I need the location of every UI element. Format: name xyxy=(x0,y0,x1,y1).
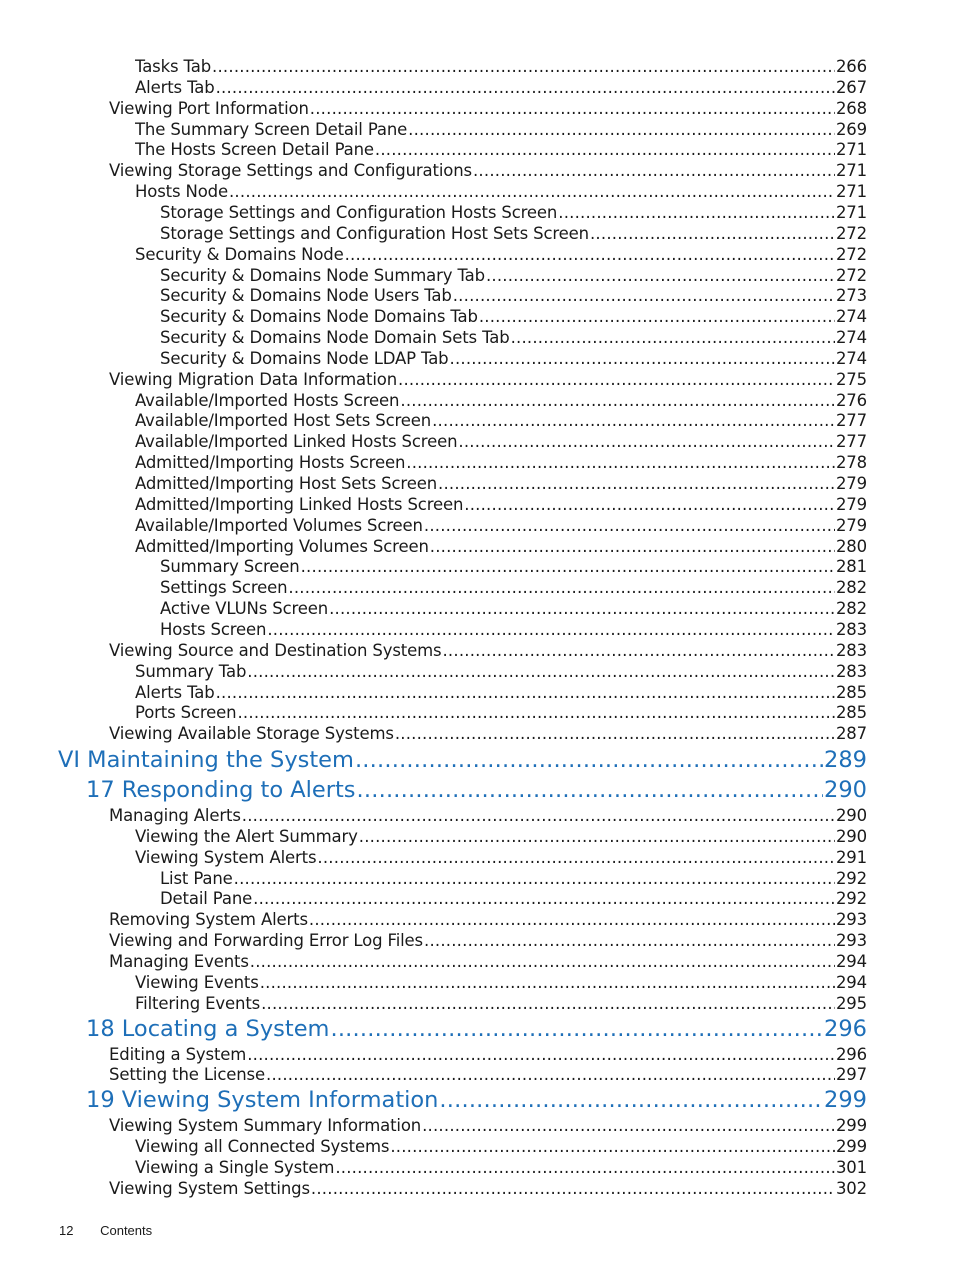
toc-entry[interactable] xyxy=(135,452,867,474)
toc-entry-title: Filtering Events xyxy=(135,993,261,1013)
toc-entry[interactable] xyxy=(160,868,867,890)
toc-entry-title: 19 Viewing System Information xyxy=(86,1087,439,1114)
dot-leader xyxy=(424,930,835,952)
toc-entry-page: 285 xyxy=(835,682,867,702)
dot-leader xyxy=(247,1044,835,1066)
toc-entry-page: 296 xyxy=(835,1044,867,1064)
toc-entry[interactable] xyxy=(160,265,867,287)
toc-entry-page: 279 xyxy=(835,515,867,535)
dot-leader xyxy=(237,702,834,724)
toc-entry[interactable] xyxy=(135,1157,867,1179)
toc-entry[interactable] xyxy=(109,98,867,120)
toc-entry-page: 272 xyxy=(835,223,867,243)
toc-entry-title: Ports Screen xyxy=(135,703,237,723)
toc-entry-page: 279 xyxy=(835,474,867,493)
toc-entry[interactable] xyxy=(160,598,867,620)
toc-entry-title: Hosts Screen xyxy=(160,619,267,639)
toc-entry-page: 276 xyxy=(835,390,867,410)
dot-leader xyxy=(250,951,835,973)
toc-entry-page: 277 xyxy=(835,432,867,452)
dot-leader xyxy=(234,868,835,890)
toc-entry[interactable] xyxy=(135,661,867,683)
toc-entry-page: 274 xyxy=(835,348,867,368)
toc-entry-title: Admitted/Importing Hosts Screen xyxy=(135,453,406,473)
toc-entry[interactable] xyxy=(109,1044,867,1066)
toc-entry[interactable] xyxy=(135,494,867,516)
toc-entry-page: 290 xyxy=(835,806,867,826)
dot-leader xyxy=(424,515,835,537)
dot-leader xyxy=(301,556,835,578)
toc-entry-title: Viewing and Forwarding Error Log Files xyxy=(109,931,424,951)
dot-leader xyxy=(253,888,835,910)
toc-entry[interactable] xyxy=(135,181,867,203)
toc-entry[interactable] xyxy=(135,119,867,141)
toc-entry-title: Storage Settings and Configuration Host Sets Screen xyxy=(160,223,589,243)
toc-entry-title: Viewing the Alert Summary xyxy=(135,826,358,846)
dot-leader xyxy=(406,452,835,474)
dot-leader xyxy=(266,1064,835,1086)
toc-entry-page: 282 xyxy=(835,578,867,598)
toc-entry-title: Viewing all Connected Systems xyxy=(135,1137,390,1157)
dot-leader xyxy=(458,431,835,453)
toc-entry-page: 295 xyxy=(835,993,867,1013)
toc-entry-page: 283 xyxy=(835,661,867,681)
toc-entry[interactable] xyxy=(160,306,867,328)
dot-leader xyxy=(309,909,835,931)
toc-entry-title: Available/Imported Host Sets Screen xyxy=(135,411,432,431)
toc-entry-page: 271 xyxy=(835,182,867,202)
toc-entry-title: Viewing Storage Settings and Configurations xyxy=(109,161,472,181)
toc-entry[interactable] xyxy=(160,202,867,224)
toc-entry-title: 18 Locating a System xyxy=(86,1015,330,1042)
toc-entry[interactable] xyxy=(135,847,867,869)
toc-entry-page: 290 xyxy=(835,826,867,846)
toc-entry[interactable] xyxy=(160,577,867,599)
toc-entry-title: Viewing Available Storage Systems xyxy=(109,724,394,744)
dot-leader xyxy=(479,306,835,328)
toc-entry-title: Security & Domains Node Domain Sets Tab xyxy=(160,328,510,348)
dot-leader xyxy=(345,244,835,266)
dot-leader xyxy=(311,1178,835,1200)
dot-leader xyxy=(432,410,835,432)
toc-entry-page: 294 xyxy=(835,952,867,971)
toc-entry-title: Viewing Source and Destination Systems xyxy=(109,640,442,660)
toc-entry-title: Hosts Node xyxy=(135,182,228,202)
toc-entry-title: Viewing Port Information xyxy=(109,98,309,118)
toc-entry[interactable] xyxy=(135,431,867,453)
dot-leader xyxy=(329,598,835,620)
page-footer xyxy=(59,1223,152,1238)
toc-entry[interactable] xyxy=(135,972,867,994)
toc-entry-page: 293 xyxy=(835,931,867,951)
toc-entry-title: Admitted/Importing Linked Hosts Screen xyxy=(135,494,464,514)
dot-leader xyxy=(310,98,835,120)
toc-entry-page: 292 xyxy=(835,868,867,888)
dot-leader xyxy=(242,805,835,827)
dot-leader xyxy=(267,619,835,641)
toc-entry-page: 271 xyxy=(835,140,867,160)
toc-heading[interactable] xyxy=(86,775,867,805)
toc-entry-page: 271 xyxy=(835,202,867,222)
toc-entry-title: Storage Settings and Configuration Hosts Screen xyxy=(160,202,558,222)
toc-entry-page: 277 xyxy=(835,411,867,431)
toc-entry-title: Security & Domains Node Users Tab xyxy=(160,286,452,306)
toc-entry-title: Viewing System Summary Information xyxy=(109,1116,422,1136)
footer-label: Contents xyxy=(100,1223,153,1238)
dot-leader xyxy=(260,972,835,994)
toc-entry-page: 281 xyxy=(835,557,867,577)
toc-entry[interactable] xyxy=(135,702,867,724)
toc-entry-page: 266 xyxy=(835,57,867,76)
toc-entry-title: Alerts Tab xyxy=(135,682,215,702)
toc-entry-title: Viewing System Settings xyxy=(109,1178,310,1198)
toc-entry[interactable] xyxy=(135,139,867,161)
dot-leader xyxy=(261,993,835,1015)
dot-leader xyxy=(438,473,835,495)
toc-entry[interactable] xyxy=(160,619,867,641)
dot-leader xyxy=(439,1085,823,1115)
toc-entry[interactable] xyxy=(109,1064,867,1086)
toc-entry-page: 283 xyxy=(835,619,867,639)
toc-entry-page: 274 xyxy=(835,328,867,348)
toc-entry-page: 299 xyxy=(824,1087,867,1114)
toc-heading[interactable] xyxy=(86,1014,867,1044)
toc-entry-page: 297 xyxy=(835,1065,867,1085)
toc-entry[interactable] xyxy=(135,390,867,412)
toc-entry[interactable] xyxy=(135,682,867,704)
dot-leader xyxy=(288,577,835,599)
toc-entry-page: 279 xyxy=(835,494,867,514)
toc-entry[interactable] xyxy=(109,909,867,931)
toc-entry[interactable] xyxy=(135,1136,867,1158)
toc-entry-title: VI Maintaining the System xyxy=(58,747,354,774)
toc-entry[interactable] xyxy=(109,930,867,952)
toc-entry-page: 280 xyxy=(835,536,867,556)
dot-leader xyxy=(511,327,835,349)
dot-leader xyxy=(335,1157,835,1179)
toc-entry-title: Security & Domains Node LDAP Tab xyxy=(160,348,449,368)
toc-entry-page: 291 xyxy=(835,847,867,867)
toc-entry[interactable] xyxy=(109,369,867,391)
dot-leader xyxy=(317,847,835,869)
toc-entry[interactable] xyxy=(135,993,867,1015)
toc-entry-page: 269 xyxy=(835,119,867,139)
toc-entry-title: The Hosts Screen Detail Pane xyxy=(135,140,374,160)
dot-leader xyxy=(330,1014,823,1044)
dot-leader xyxy=(355,745,823,775)
dot-leader xyxy=(395,723,835,745)
dot-leader xyxy=(375,139,835,161)
toc-entry-title: The Summary Screen Detail Pane xyxy=(135,119,408,139)
toc-entry[interactable] xyxy=(109,160,867,182)
dot-leader xyxy=(486,265,835,287)
toc-entry[interactable] xyxy=(135,473,867,495)
toc-entry-page: 268 xyxy=(835,98,867,118)
dot-leader xyxy=(398,369,835,391)
toc-entry-title: Detail Pane xyxy=(160,889,253,909)
toc-entry-page: 287 xyxy=(835,724,867,744)
toc-entry-page: 273 xyxy=(835,286,867,306)
toc-entry[interactable] xyxy=(109,1115,867,1137)
toc-entry[interactable] xyxy=(160,327,867,349)
toc-entry[interactable] xyxy=(109,805,867,827)
toc-entry-title: Viewing System Alerts xyxy=(135,847,317,867)
dot-leader xyxy=(473,160,835,182)
toc-entry-page: 267 xyxy=(835,77,867,97)
toc-entry-title: Summary Tab xyxy=(135,661,247,681)
toc-entry-title: Security & Domains Node Summary Tab xyxy=(160,265,485,285)
toc-entry-title: Alerts Tab xyxy=(135,77,215,97)
toc-entry-page: 274 xyxy=(835,307,867,327)
toc-entry[interactable] xyxy=(135,56,867,78)
dot-leader xyxy=(442,640,834,662)
dot-leader xyxy=(590,223,835,245)
dot-leader xyxy=(400,390,835,412)
dot-leader xyxy=(359,826,835,848)
dot-leader xyxy=(450,348,835,370)
dot-leader xyxy=(408,119,835,141)
dot-leader xyxy=(216,77,835,99)
toc-entry[interactable] xyxy=(109,951,867,973)
toc-entry-title: Managing Alerts xyxy=(109,806,241,826)
toc-entry-page: 283 xyxy=(835,640,867,660)
toc-entry-page: 272 xyxy=(835,265,867,285)
toc-heading[interactable] xyxy=(86,1085,867,1115)
dot-leader xyxy=(558,202,835,224)
toc-entry-page: 289 xyxy=(824,747,867,774)
toc-entry[interactable] xyxy=(160,556,867,578)
toc-entry-title: Admitted/Importing Volumes Screen xyxy=(135,536,429,556)
toc-entry-page: 296 xyxy=(824,1015,867,1042)
toc-entry[interactable] xyxy=(160,348,867,370)
dot-leader xyxy=(464,494,835,516)
toc-entry-title: Available/Imported Volumes Screen xyxy=(135,515,423,535)
dot-leader xyxy=(430,536,835,558)
toc-entry-title: Viewing a Single System xyxy=(135,1157,335,1177)
toc-entry-page: 290 xyxy=(824,777,867,804)
toc-entry[interactable] xyxy=(109,640,867,662)
toc-entry-page: 272 xyxy=(835,244,867,264)
toc-entry[interactable] xyxy=(160,285,867,307)
toc-entry-page: 293 xyxy=(835,910,867,930)
toc-entry-title: List Pane xyxy=(160,868,233,888)
dot-leader xyxy=(357,775,824,805)
toc-entry-page: 302 xyxy=(835,1178,867,1198)
toc-entry-page: 301 xyxy=(835,1157,867,1177)
toc-entry-title: Available/Imported Linked Hosts Screen xyxy=(135,432,458,452)
toc-entry-page: 285 xyxy=(835,703,867,723)
toc-entry-title: Active VLUNs Screen xyxy=(160,599,329,619)
toc-entry-page: 299 xyxy=(835,1116,867,1136)
toc-entry[interactable] xyxy=(135,410,867,432)
dot-leader xyxy=(216,682,835,704)
toc-entry-page: 294 xyxy=(835,972,867,992)
dot-leader xyxy=(212,56,835,78)
dot-leader xyxy=(229,181,835,203)
toc-entry-title: Viewing Migration Data Information xyxy=(109,369,398,389)
toc-entry[interactable] xyxy=(160,888,867,910)
dot-leader xyxy=(247,661,835,683)
toc-entry-title: Removing System Alerts xyxy=(109,910,308,930)
toc-entry-page: 275 xyxy=(835,369,867,389)
dot-leader xyxy=(390,1136,835,1158)
toc-entry[interactable] xyxy=(135,515,867,537)
toc-entry-title: Admitted/Importing Host Sets Screen xyxy=(135,474,437,493)
footer-page-number: 12 xyxy=(59,1223,74,1238)
toc-entry[interactable] xyxy=(109,1178,867,1200)
toc-entry-title: 17 Responding to Alerts xyxy=(86,777,356,804)
toc-entry[interactable] xyxy=(135,536,867,558)
toc-entry-title: Security & Domains Node Domains Tab xyxy=(160,307,478,327)
toc-entry-page: 299 xyxy=(835,1137,867,1157)
toc-entry[interactable] xyxy=(160,223,867,245)
toc-entry-page: 278 xyxy=(835,453,867,473)
dot-leader xyxy=(453,285,835,307)
toc-heading[interactable] xyxy=(58,745,867,775)
toc-entry-title: Security & Domains Node xyxy=(135,244,344,264)
toc-entry-title: Available/Imported Hosts Screen xyxy=(135,390,400,410)
toc-entry-title: Viewing Events xyxy=(135,972,259,992)
toc-entry-page: 282 xyxy=(835,599,867,619)
toc-entry-page: 292 xyxy=(835,889,867,909)
dot-leader xyxy=(422,1115,835,1137)
toc-entry[interactable] xyxy=(135,826,867,848)
toc-entry-page: 271 xyxy=(835,161,867,181)
toc-entry-title: Setting the License xyxy=(109,1065,266,1085)
toc-entry[interactable] xyxy=(109,723,867,745)
toc-entry-title: Settings Screen xyxy=(160,578,288,598)
toc-entry-title: Tasks Tab xyxy=(135,57,212,76)
toc-entry-title: Editing a System xyxy=(109,1044,247,1064)
toc-entry[interactable] xyxy=(135,77,867,99)
toc-entry-title: Summary Screen xyxy=(160,557,300,577)
toc-entry-title: Managing Events xyxy=(109,952,249,971)
toc-entry[interactable] xyxy=(135,244,867,266)
